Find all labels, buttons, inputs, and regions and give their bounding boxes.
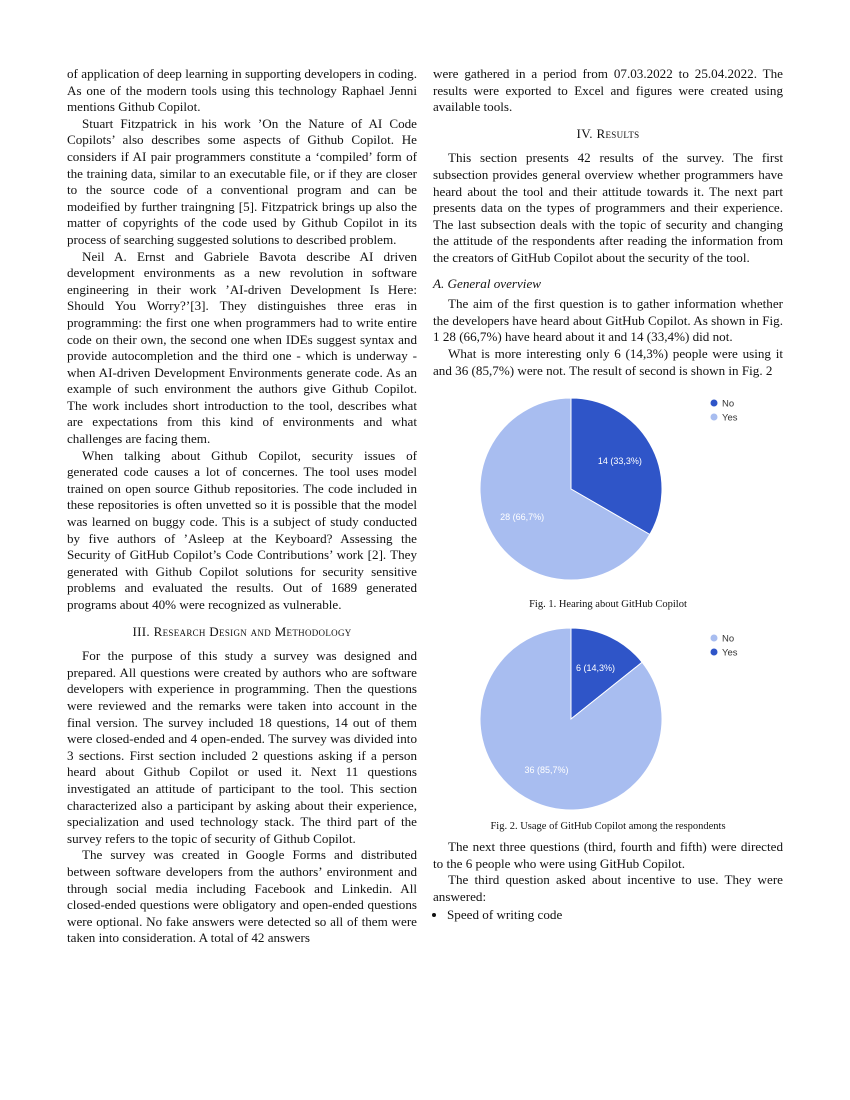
figure-2 — [433, 621, 783, 839]
bullet-list — [433, 907, 783, 924]
paragraph: were gathered in a period from 07.03.2022 to 25.04.2022. The results were exported to Excel and figures were created using available tools. — [433, 66, 783, 115]
legend-label: No — [722, 398, 735, 410]
figure-1 — [433, 385, 783, 617]
paragraph: This section presents 42 results of the survey. The first subsection provides general overview whether programmers have heard about the tool and their attitude towards it. The next part presents data on the types of programmers and their experience. The last subsection deals with the topic of security and changing the attitude of the respondents after reading the information from the creators of GitHub Copilot about the security of the tool. — [433, 150, 783, 265]
right-column — [433, 66, 783, 924]
legend-label: No — [722, 633, 735, 645]
pie-chart-hearing — [433, 385, 783, 590]
legend-label: Yes — [722, 412, 738, 424]
legend-marker — [711, 400, 718, 407]
section-title: Research Design and Methodology — [153, 623, 352, 639]
left-column — [67, 66, 417, 947]
section-heading-3 — [67, 624, 417, 641]
slice-data-label: 28 (66,7%) — [500, 512, 545, 523]
paragraph: When talking about Github Copilot, security issues of generated code causes a lot of concernes. The tool uses model trained on open source Github repositories. The code included in these repositories is often unvetted so it is possible that the model was learned on buggy code. This is a subject of study conducted by five authors of ’Asleep at the Keyboard? Assessing the Security of GitHub Copilot’s Code Contributions’ work [2]. They generated with Github Copilot solutions for security sensitive problems and evaluated the results. Out of 1689 generated programs about 40% were recognized as vulnerable. — [67, 447, 417, 612]
paragraph: The aim of the first question is to gather information whether the developers have heard about GitHub Copilot. As shown in Fig. 1 28 (66,7%) have heard about it and 14 (33,4%) did not. — [433, 296, 783, 345]
section-title: Results — [596, 125, 640, 141]
section-heading-4 — [433, 126, 783, 143]
paragraph: Stuart Fitzpatrick in his work ’On the Nature of AI Code Copilots’ also describes some aspects of Github Copilot. He considers if AI pair programmers constitute a ‘compiled’ form of the training data, similar to an executable file, or if they are closer to the source code of a conventional program and can be modeified by further traingning [5]. Fitzpatrick brings up also the matter of copyrights of the code used by Github Copilot in its process of searching suggested solutions to described problem. — [67, 115, 417, 247]
paragraph: What is more interesting only 6 (14,3%) people were using it and 36 (85,7%) were not. The result of second is shown in Fig. 2 — [433, 345, 783, 378]
paragraph: The survey was created in Google Forms and distributed between software developers from the authors’ environment and through social media including Facebook and Linkedin. All closed-ended questions were obligatory and open-ended questions were optional. No fake answers were detected so all of them were taken into consideration. A total of 42 answers — [67, 847, 417, 946]
legend-label: Yes — [722, 647, 738, 659]
list-item: • Speed of writing code — [447, 907, 783, 924]
figure-caption: Fig. 1. Hearing about GitHub Copilot — [529, 599, 687, 611]
slice-data-label: 6 (14,3%) — [575, 663, 615, 674]
paragraph: The next three questions (third, fourth and fifth) were directed to the 6 people who were using GitHub Copilot. — [433, 839, 783, 871]
subsection-heading: A. General overview — [433, 275, 541, 291]
section-number: IV. — [576, 125, 593, 141]
legend-marker — [711, 635, 718, 642]
legend-marker — [711, 414, 718, 421]
section-number: III. — [132, 623, 151, 639]
legend-marker — [711, 649, 718, 656]
slice-data-label: 14 (33,3%) — [597, 455, 642, 466]
pie-chart-usage — [433, 621, 783, 813]
paragraph: Neil A. Ernst and Gabriele Bavota describe AI driven development environments as a new revolution in software engineering in their work ’AI-driven Development Is Here: Should You Worry?’[3]. They distinguishes three eras in programming: the first one when programmers had to write entire code on their own, the second one when IDEs suggest syntax and provide autocompletion and the third one - which is underway - when AI-driven Development Environments generate code. As an example of such environment the authors give Github Copilot. The work includes short introduction to the tool, describes what are expectations from this kind of environments and what challenges are facing them. — [67, 248, 417, 447]
slice-data-label: 36 (85,7%) — [524, 764, 569, 775]
figure-caption: Fig. 2. Usage of GitHub Copilot among the respondents — [490, 821, 726, 833]
paragraph: The third question asked about incentive to use. They were answered: — [433, 872, 783, 904]
paragraph: For the purpose of this study a survey was designed and prepared. All questions were created by authors who are software developers with experience in programming. Then the questions were reviewed and the remarks were taken into account in the final version. The survey included 18 questions, 14 out of them were closed-ended and 4 open-ended. The survey was divided into 3 sections. First section included 2 questions asking if a person heard about Github Copilot or used it. Next 11 questions investigated an attitude of participant to the tool. This section characterized also a participant by asking about their experience, specialization and used technology stack. The third part of the survey refers to the topic of security of Github Copilot. — [67, 648, 417, 846]
paragraph: of application of deep learning in supporting developers in coding. As one of the modern tools using this technology Raphael Jenni mentions Github Copilot. — [67, 66, 417, 115]
